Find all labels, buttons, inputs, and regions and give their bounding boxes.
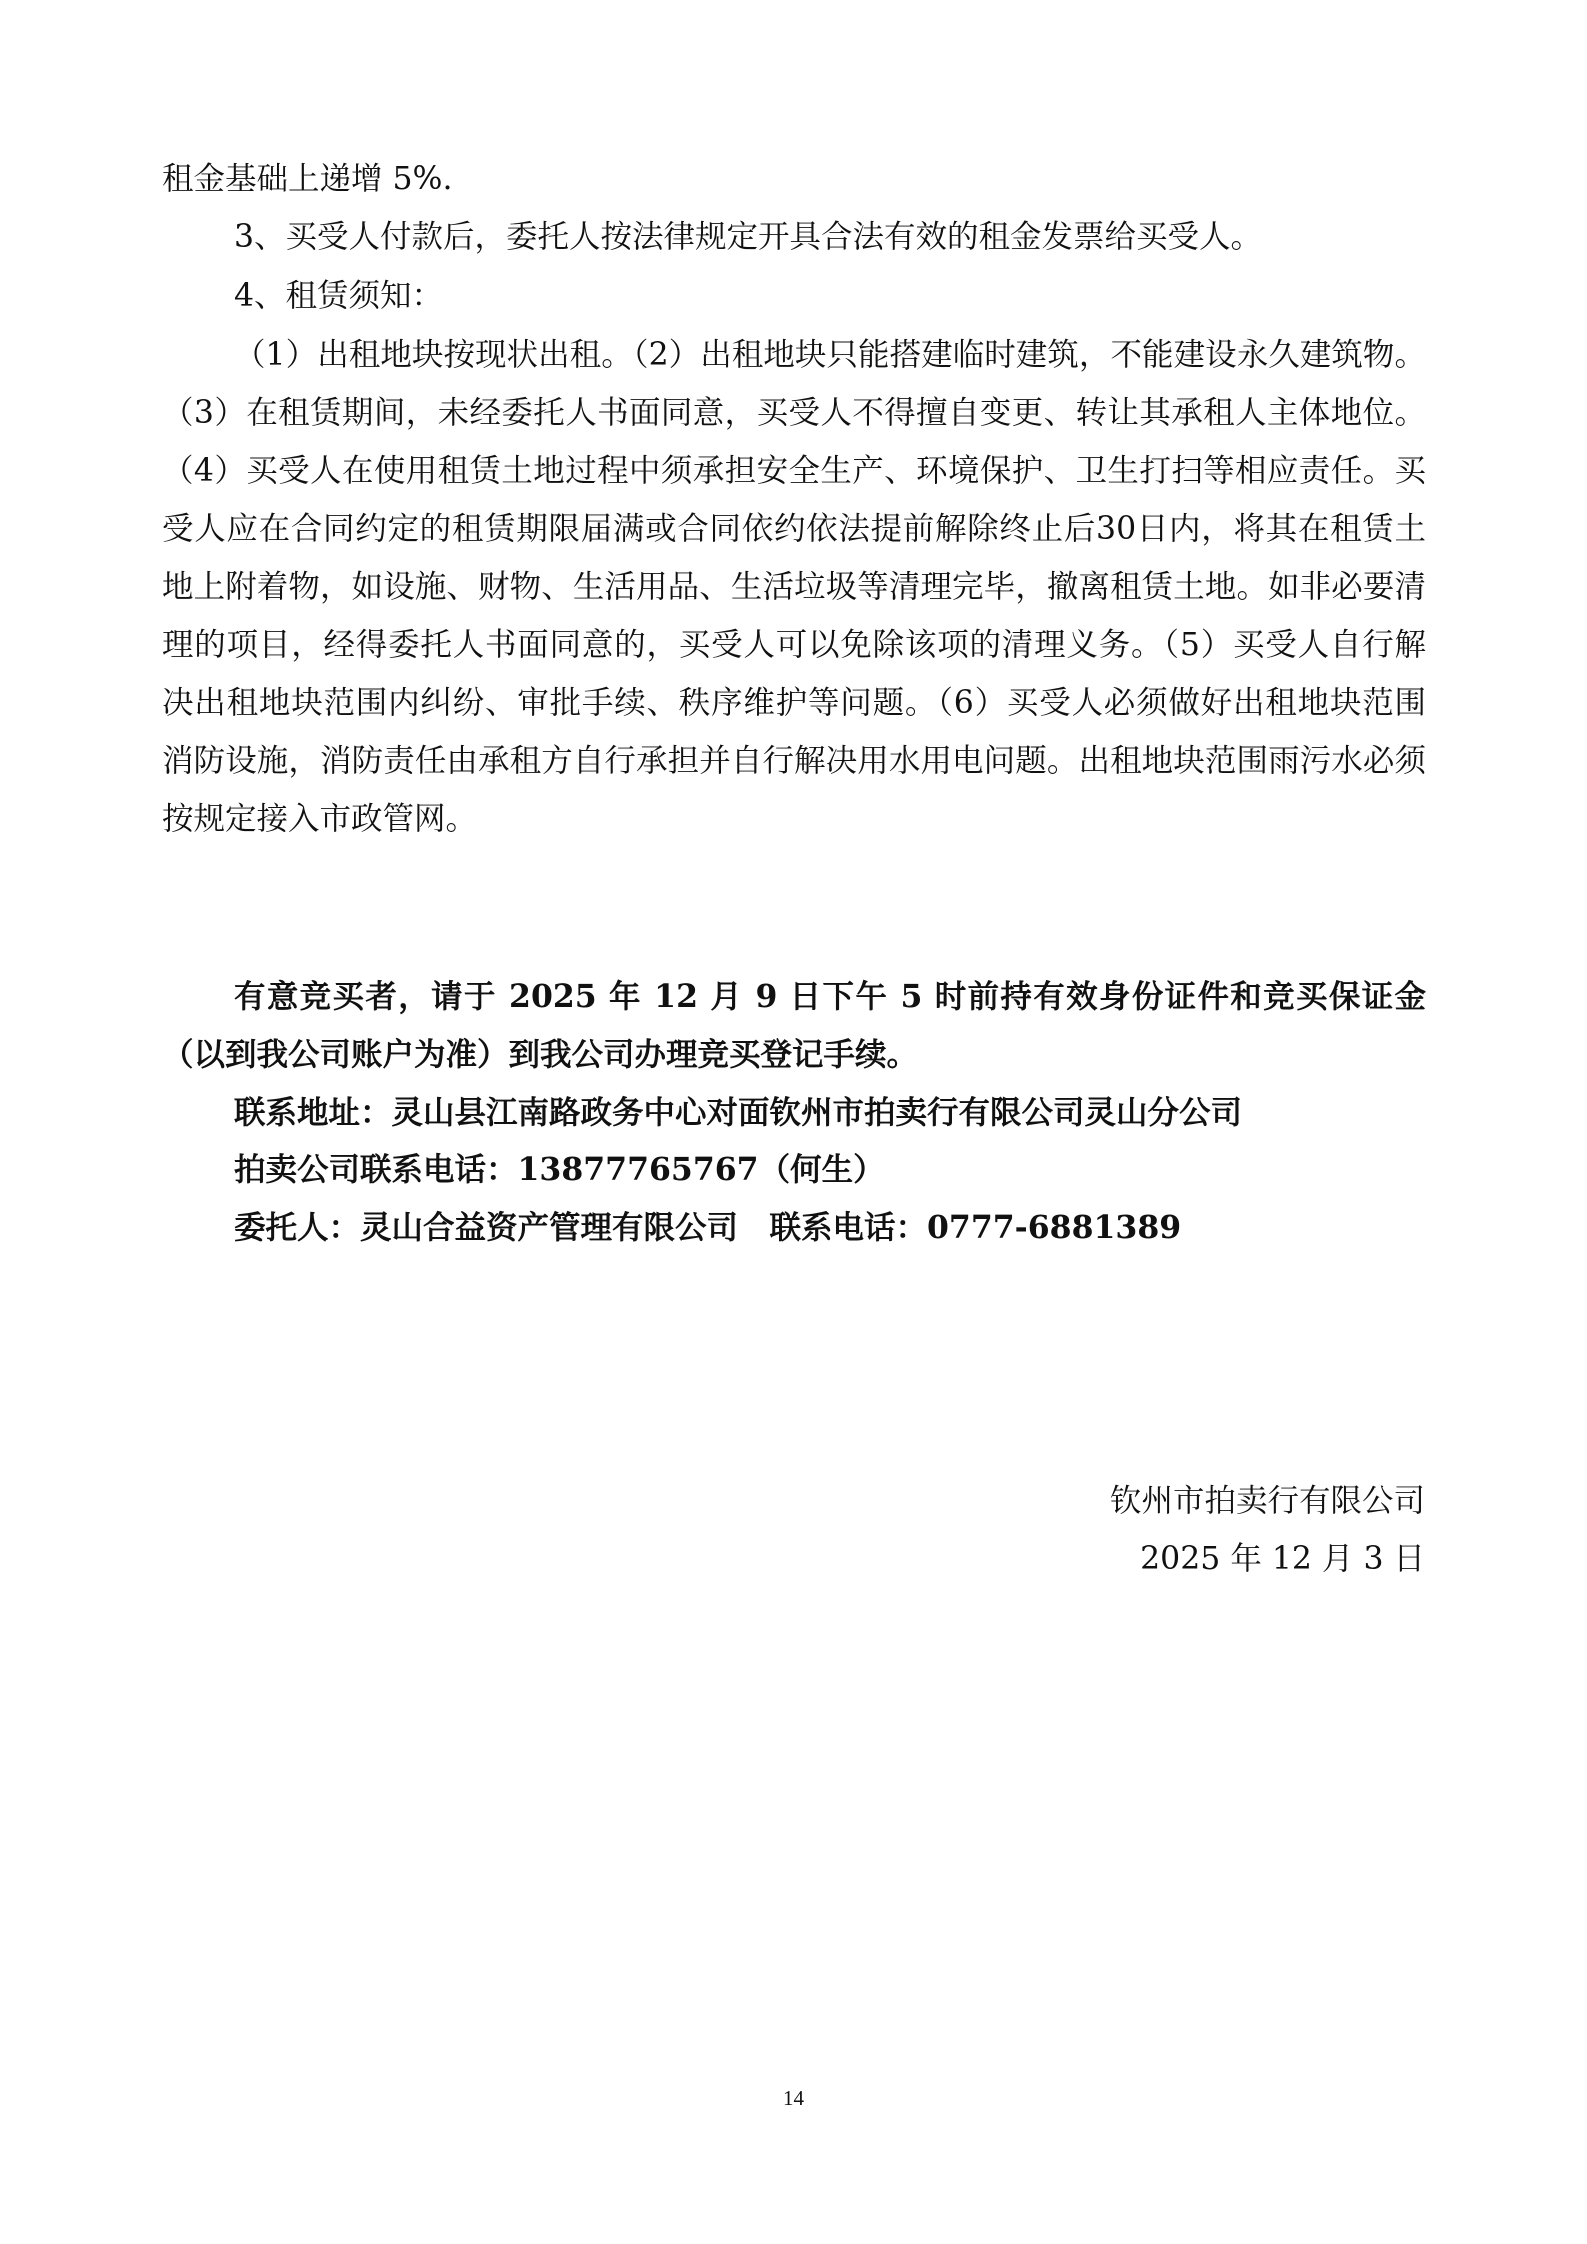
paragraph-registration: 有意竞买者，请于 2025 年 12 月 9 日下午 5 时前持有效身份证件和竞买保证金（以到我公司账户为准）到我公司办理竞买登记手续。	[162, 978, 1426, 1073]
auction-phone: 拍卖公司联系电话：13877765767（何生）	[234, 1151, 885, 1188]
paragraph-lease-notes: （1）出租地块按现状出租。（2）出租地块只能搭建临时建筑，不能建设永久建筑物。（3）在租赁期间，未经委托人书面同意，买受人不得擅自变更、转让其承租人主体地位。（4）买受人在使用租赁土地过程中须承担安全生产、环境保护、卫生打扫等相应责任。买受人应在合同约定的租赁期限届满或合同依约依法提前解除终止后30日内，将其在租赁土地上附着物，如设施、财物、生活用品、生活垃圾等清理完毕，撤离租赁土地。如非必要清理的项目，经得委托人书面同意的，买受人可以免除该项的清理义务。（5）买受人自行解决出租地块范围内纠纷、审批手续、秩序维护等问题。（6）买受人必须做好出租地块范围消防设施，消防责任由承租方自行承担并自行解决用水用电问题。出租地块范围雨污水必须按规定接入市政管网。	[162, 337, 1426, 837]
client-contact: 委托人：灵山合益资产管理有限公司 联系电话：0777-6881389	[234, 1209, 1182, 1246]
paragraph-item-3: 3、买受人付款后，委托人按法律规定开具合法有效的租金发票给买受人。	[234, 219, 1263, 255]
signature-company: 钦州市拍卖行有限公司	[1109, 1483, 1425, 1519]
contact-address: 联系地址：灵山县江南路政务中心对面钦州市拍卖行有限公司灵山分公司	[234, 1094, 1243, 1131]
paragraph-continuation: 租金基础上递增 5%.	[162, 161, 453, 197]
paragraph-item-4-heading: 4、租赁须知：	[234, 278, 444, 314]
signature-date: 2025 年 12 月 3 日	[1140, 1541, 1425, 1577]
page-number: 14	[783, 2086, 804, 2110]
